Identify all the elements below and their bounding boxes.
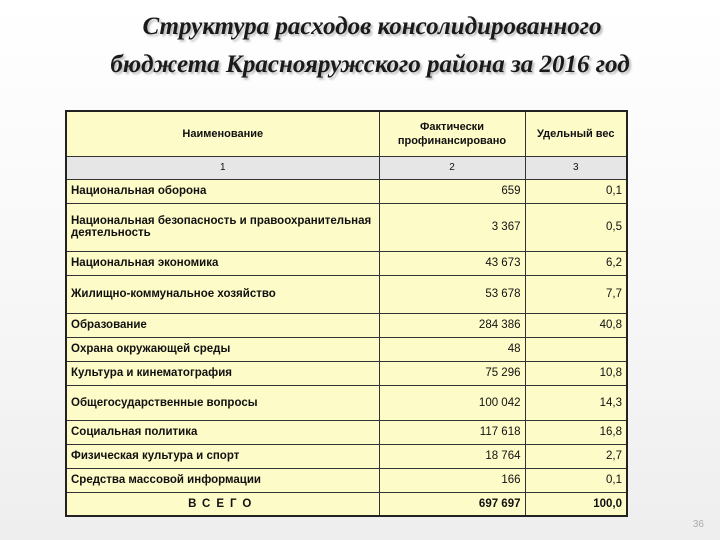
row-actual: 18 764 bbox=[379, 444, 525, 468]
row-weight: 0,5 bbox=[525, 203, 627, 251]
table-header-row bbox=[66, 111, 627, 156]
row-weight: 0,1 bbox=[525, 179, 627, 203]
total-actual: 697 697 bbox=[379, 492, 525, 516]
expenditure-table bbox=[65, 110, 628, 517]
header-weight: Удельный вес bbox=[525, 111, 627, 156]
title-line-1: Структура расходов консолидированного bbox=[142, 13, 602, 40]
column-number: 1 bbox=[66, 156, 379, 179]
row-weight: 14,3 bbox=[525, 385, 627, 420]
table-row bbox=[66, 420, 627, 444]
row-name: Средства массовой информации bbox=[66, 468, 379, 492]
table-row bbox=[66, 444, 627, 468]
column-number: 3 bbox=[525, 156, 627, 179]
page-number: 36 bbox=[692, 519, 704, 530]
row-weight: 0,1 bbox=[525, 468, 627, 492]
row-name: Жилищно-коммунальное хозяйство bbox=[66, 275, 379, 313]
total-row bbox=[66, 492, 627, 516]
row-actual: 48 bbox=[379, 337, 525, 361]
row-name: Образование bbox=[66, 313, 379, 337]
row-weight: 10,8 bbox=[525, 361, 627, 385]
row-name: Национальная оборона bbox=[66, 179, 379, 203]
table-row bbox=[66, 468, 627, 492]
column-number-row bbox=[66, 156, 627, 179]
row-weight bbox=[525, 337, 627, 361]
row-name: Культура и кинематография bbox=[66, 361, 379, 385]
row-actual: 117 618 bbox=[379, 420, 525, 444]
row-actual: 43 673 bbox=[379, 251, 525, 275]
row-actual: 100 042 bbox=[379, 385, 525, 420]
table-row bbox=[66, 361, 627, 385]
header-actual: Фактически профинансировано bbox=[379, 111, 525, 156]
header-name: Наименование bbox=[66, 111, 379, 156]
table-row bbox=[66, 203, 627, 251]
row-name: Физическая культура и спорт bbox=[66, 444, 379, 468]
table-row bbox=[66, 179, 627, 203]
title-line-2: бюджета Краснояружского района за 2016 год bbox=[110, 51, 630, 78]
row-actual: 75 296 bbox=[379, 361, 525, 385]
row-weight: 16,8 bbox=[525, 420, 627, 444]
table-row bbox=[66, 313, 627, 337]
row-name: Национальная безопасность и правоохранительная деятельность bbox=[66, 203, 379, 251]
row-actual: 659 bbox=[379, 179, 525, 203]
table-row bbox=[66, 337, 627, 361]
slide-title bbox=[40, 8, 700, 84]
total-label: ВСЕГО bbox=[66, 492, 379, 516]
row-name: Национальная экономика bbox=[66, 251, 379, 275]
total-weight: 100,0 bbox=[525, 492, 627, 516]
row-weight: 40,8 bbox=[525, 313, 627, 337]
row-weight: 6,2 bbox=[525, 251, 627, 275]
row-name: Социальная политика bbox=[66, 420, 379, 444]
row-weight: 7,7 bbox=[525, 275, 627, 313]
row-weight: 2,7 bbox=[525, 444, 627, 468]
row-actual: 3 367 bbox=[379, 203, 525, 251]
row-actual: 284 386 bbox=[379, 313, 525, 337]
row-actual: 53 678 bbox=[379, 275, 525, 313]
row-actual: 166 bbox=[379, 468, 525, 492]
table-row bbox=[66, 275, 627, 313]
row-name: Общегосударственные вопросы bbox=[66, 385, 379, 420]
table-row bbox=[66, 385, 627, 420]
table-row bbox=[66, 251, 627, 275]
row-name: Охрана окружающей среды bbox=[66, 337, 379, 361]
column-number: 2 bbox=[379, 156, 525, 179]
